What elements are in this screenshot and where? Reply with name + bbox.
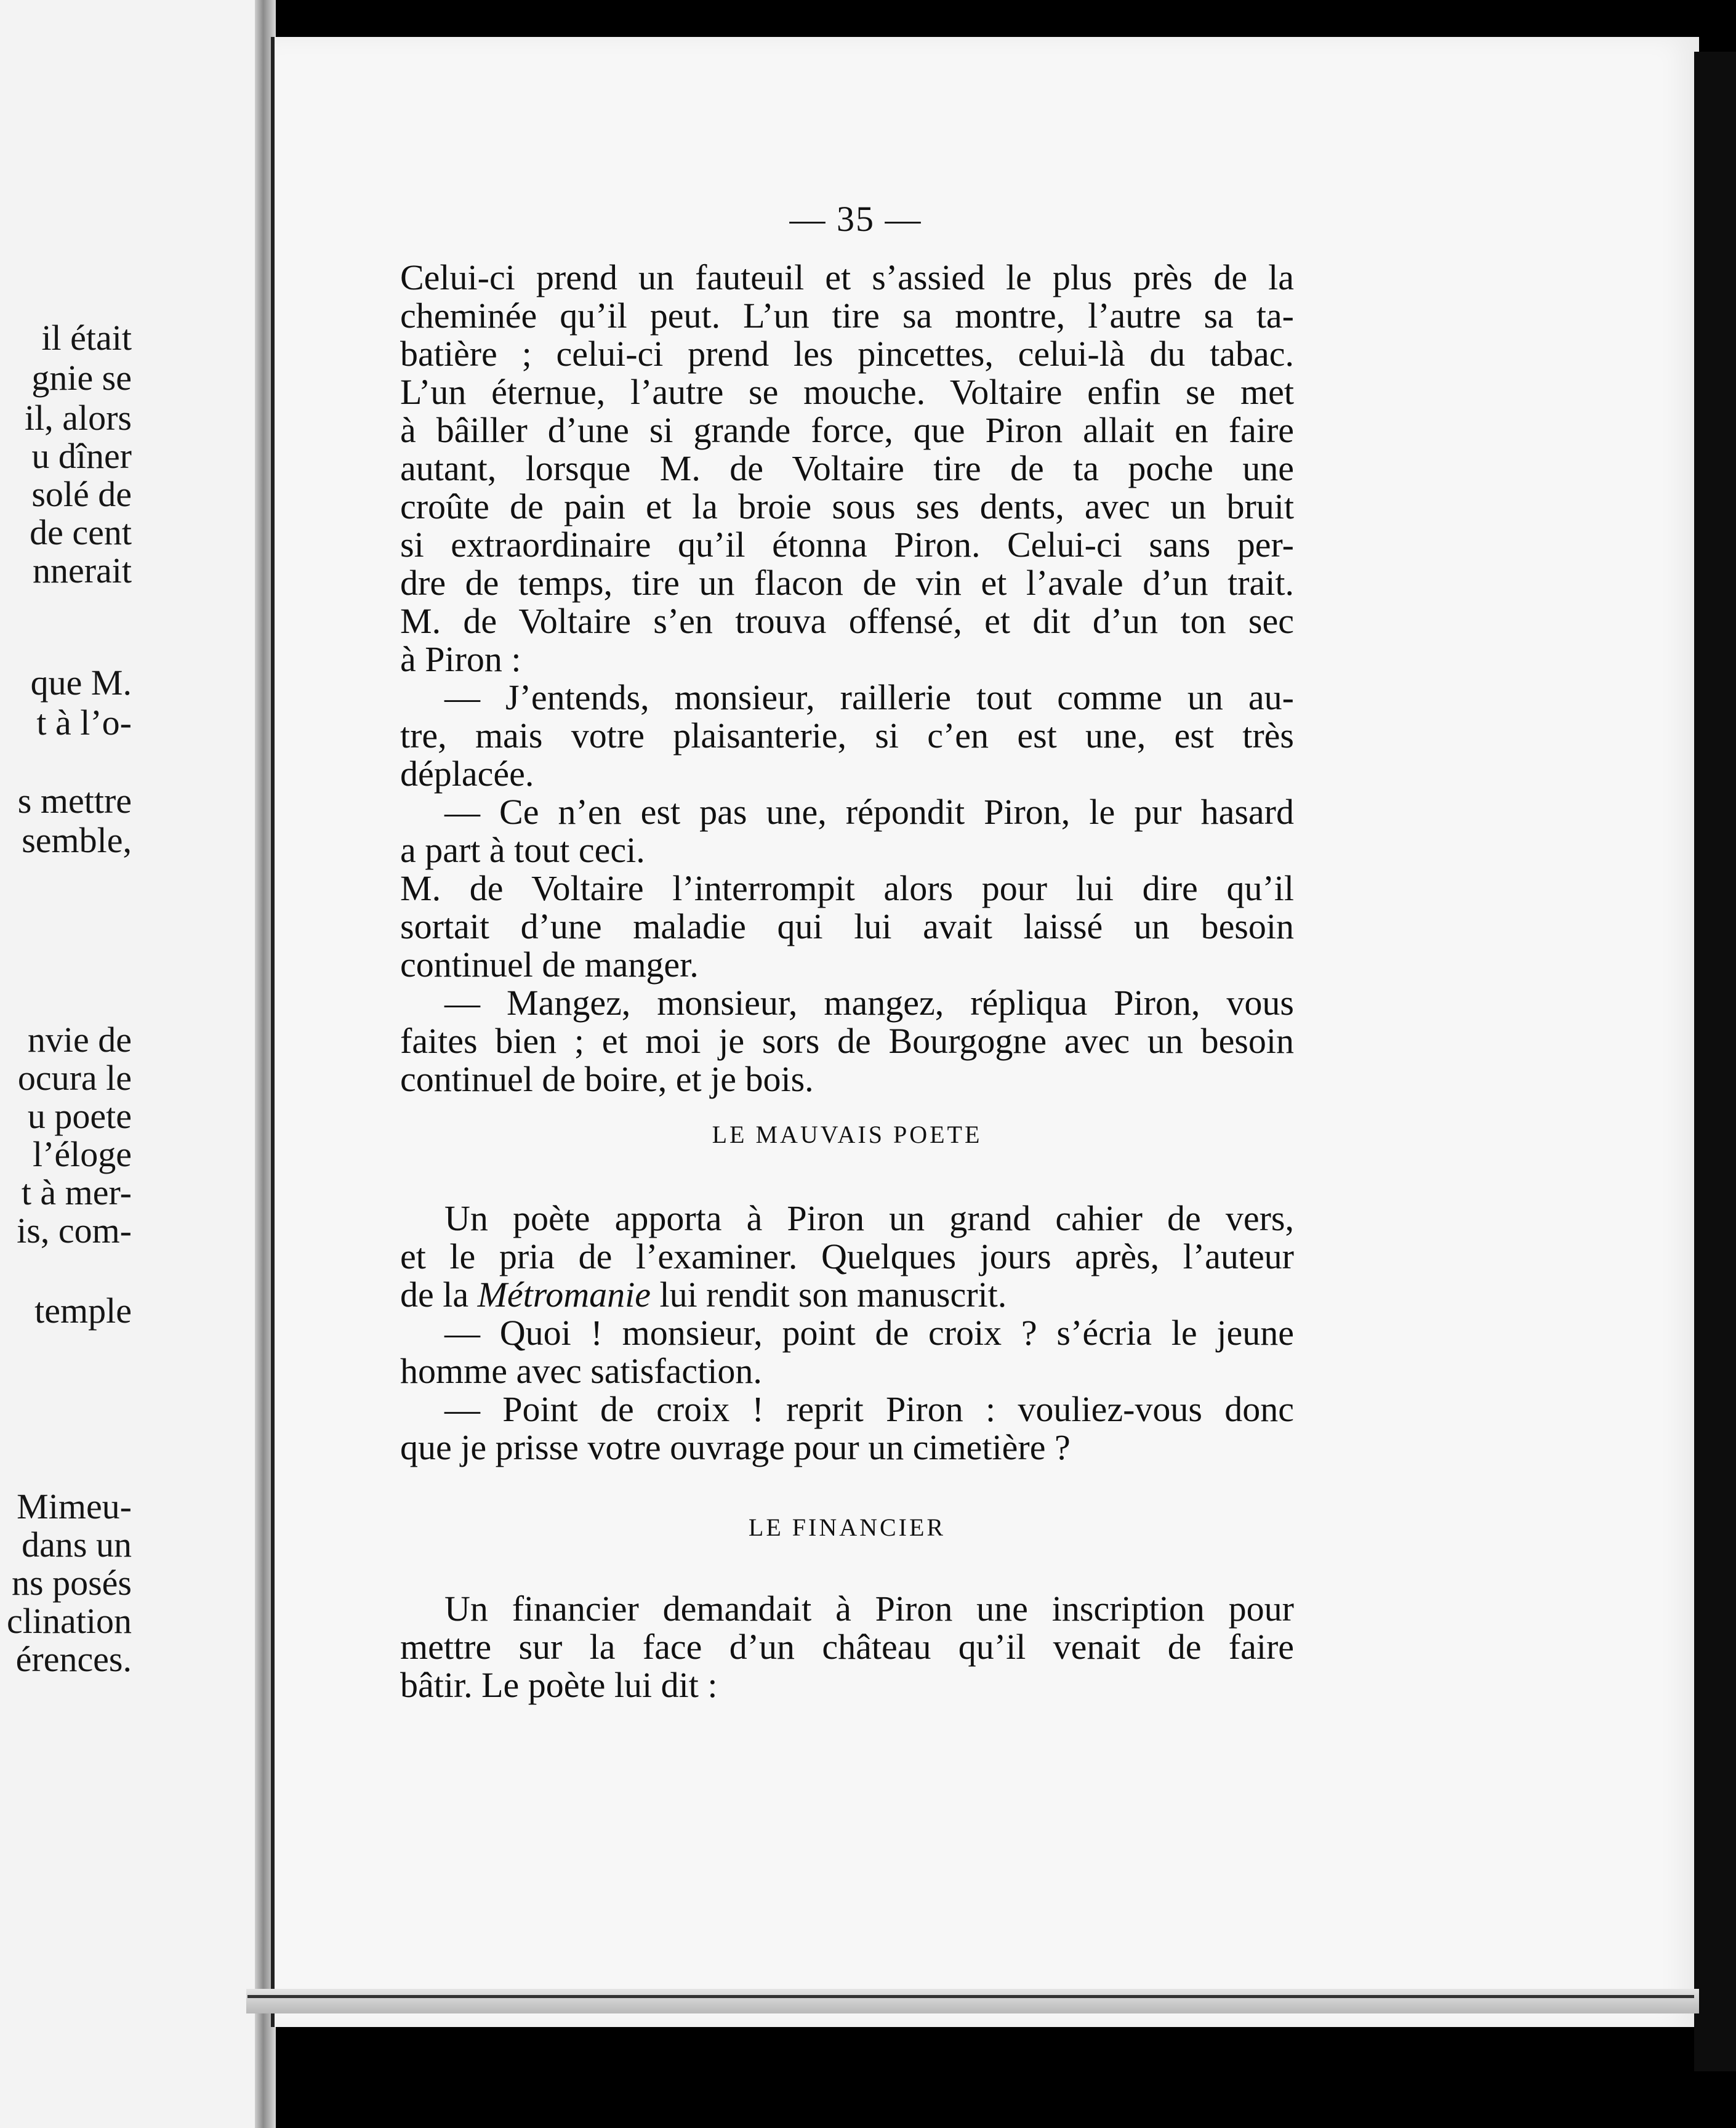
- text-line: bâtir. Le poète lui dit :: [400, 1665, 718, 1705]
- section-gap: [400, 1154, 1294, 1199]
- facing-page-line: temple: [34, 1291, 132, 1331]
- text-line: Un poète apporta à Piron un grand cahier de vers,: [444, 1198, 1294, 1238]
- facing-page-line: de cent: [30, 512, 132, 552]
- text-line: M. de Voltaire s’en trouva offensé, et dit d’un ton sec: [400, 601, 1294, 641]
- facing-page-line: érences.: [15, 1639, 132, 1679]
- paragraph-1: [400, 259, 1294, 679]
- facing-page-line: u dîner: [31, 436, 132, 476]
- text-line: Celui-ci prend un fauteuil et s’assied le plus près de la: [400, 257, 1294, 297]
- facing-page-line: semble,: [22, 820, 132, 860]
- facing-page-line: nvie de: [27, 1020, 132, 1060]
- text-line: dre de temps, tire un flacon de vin et l’avale d’un trait.: [400, 563, 1294, 603]
- text-line: a part à tout ceci.: [400, 830, 645, 870]
- page-edge-shadow: [1694, 52, 1736, 2071]
- facing-page-line: Mimeu-: [17, 1486, 132, 1526]
- section-heading: LE FINANCIER: [748, 1513, 946, 1541]
- facing-page-line: gnie se: [31, 358, 132, 398]
- paragraph-5: [400, 984, 1294, 1098]
- page-bottom-rule: [247, 1995, 1694, 1998]
- section-gap: [400, 1467, 1294, 1509]
- text-line: M. de Voltaire l’interrompit alors pour lui dire qu’il: [400, 868, 1294, 908]
- text-line: que je prisse votre ouvrage pour un cimetière ?: [400, 1427, 1071, 1467]
- text-line: continuel de boire, et je bois.: [400, 1059, 814, 1099]
- text-line: continuel de manger.: [400, 945, 699, 985]
- facing-page-line: t à mer-: [21, 1172, 132, 1212]
- facing-page-line: ocura le: [17, 1058, 132, 1098]
- text-fragment: lui rendit son manuscrit.: [650, 1275, 1007, 1315]
- text-line: à bâiller d’une si grande force, que Piron allait en faire: [400, 410, 1294, 450]
- paragraph-7: [400, 1314, 1294, 1390]
- text-line: L’un éternue, l’autre se mouche. Voltaire enfin se met: [400, 372, 1294, 412]
- text-line: — Quoi ! monsieur, point de croix ? s’écria le jeune: [444, 1313, 1294, 1353]
- facing-page-line: clination: [7, 1601, 132, 1641]
- facing-page-line: u poete: [27, 1096, 132, 1136]
- section-gap: [400, 1098, 1294, 1116]
- section-heading: LE MAUVAIS POETE: [712, 1121, 983, 1148]
- facing-page-line: ns posés: [12, 1563, 132, 1603]
- text-line: batière ; celui-ci prend les pincettes, celui-là du tabac.: [400, 334, 1294, 374]
- facing-page-line: dans un: [22, 1525, 132, 1565]
- page-bottom-edge: [246, 1989, 1699, 2013]
- text-line: homme avec satisfaction.: [400, 1351, 762, 1391]
- text-line: faites bien ; et moi je sors de Bourgogne avec un besoin: [400, 1021, 1294, 1061]
- text-line: Un financier demandait à Piron une inscription pour: [444, 1589, 1294, 1629]
- text-line: autant, lorsque M. de Voltaire tire de ta poche une: [400, 448, 1294, 488]
- text-line: — Mangez, monsieur, mangez, répliqua Piron, vous: [444, 983, 1294, 1023]
- paragraph-9: [400, 1590, 1294, 1704]
- text-line: [400, 1276, 1294, 1314]
- facing-page-line: il, alors: [25, 398, 132, 438]
- text-line: tre, mais votre plaisanterie, si c’en est une, est très: [400, 715, 1294, 756]
- facing-page-line: solé de: [31, 474, 132, 514]
- text-line: croûte de pain et la broie sous ses dents, avec un bruit: [400, 486, 1294, 526]
- facing-page-line: l’éloge: [32, 1134, 132, 1174]
- text-fragment: de la: [400, 1275, 478, 1315]
- text-line: — Point de croix ! reprit Piron : vouliez-vous donc: [444, 1389, 1294, 1429]
- facing-page-line: s mettre: [17, 781, 132, 821]
- text-line: et le pria de l’examiner. Quelques jours après, l’auteur: [400, 1236, 1294, 1276]
- text-line: cheminée qu’il peut. L’un tire sa montre, l’autre sa ta-: [400, 296, 1294, 336]
- paragraph-8: [400, 1390, 1294, 1467]
- paragraph-3: [400, 793, 1294, 869]
- facing-page-line: que M.: [30, 663, 132, 703]
- facing-page-fragment: [0, 0, 263, 2128]
- text-line: — J’entends, monsieur, raillerie tout comme un au-: [444, 677, 1294, 717]
- text-line: sortait d’une maladie qui lui avait laissé un besoin: [400, 906, 1294, 946]
- page-text: [400, 197, 1294, 1704]
- paragraph-4: [400, 869, 1294, 984]
- text-line: mettre sur la face d’un château qu’il venait de faire: [400, 1627, 1294, 1667]
- italic-title: Métromanie: [477, 1275, 651, 1315]
- text-line: déplacée.: [400, 754, 534, 794]
- facing-page-line: is, com-: [17, 1211, 132, 1251]
- text-line: à Piron :: [400, 639, 521, 679]
- page-number: — 35 —: [789, 199, 922, 239]
- paragraph-6: [400, 1199, 1294, 1314]
- facing-page-line: nnerait: [32, 550, 132, 590]
- facing-page-line: il était: [41, 318, 132, 358]
- facing-page-line: t à l’o-: [36, 703, 132, 743]
- paragraph-2: [400, 679, 1294, 793]
- text-line: si extraordinaire qu’il étonna Piron. Celui-ci sans per-: [400, 525, 1294, 565]
- section-gap: [400, 1547, 1294, 1590]
- text-line: — Ce n’en est pas une, répondit Piron, le pur hasard: [444, 792, 1294, 832]
